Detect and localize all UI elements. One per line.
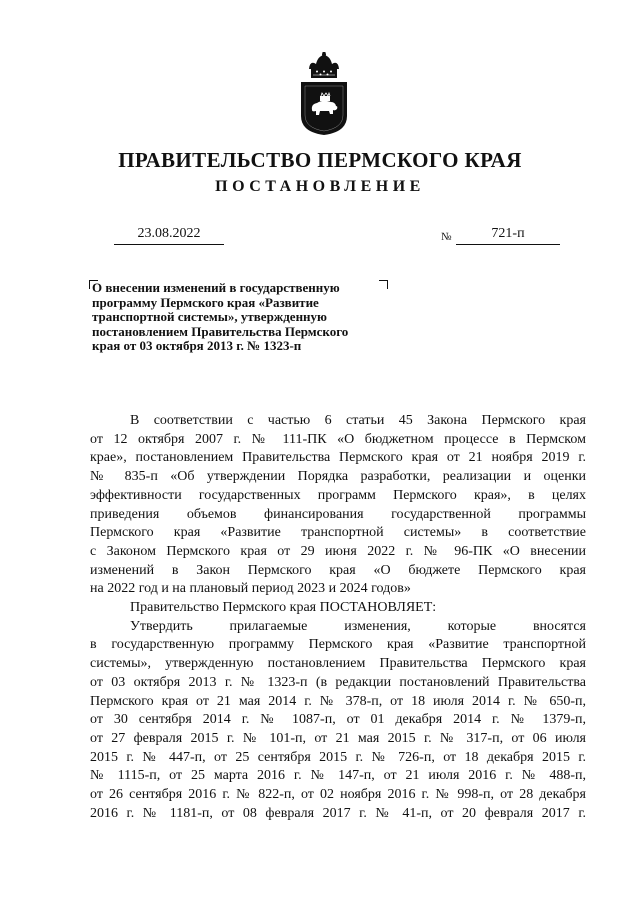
body-line: от 27 февраля 2015 г. № 101-п, от 21 мая 2015 г. № 317-п, от 06 июля: [90, 730, 586, 746]
document-number: 721-п: [456, 226, 560, 245]
body-line: от 30 сентября 2014 г. № 1087-п, от 01 декабря 2014 г. № 1379-п,: [90, 712, 586, 728]
body-line: изменений в Закон Пермского края «О бюджете Пермского края: [90, 562, 586, 578]
organization-title: ПРАВИТЕЛЬСТВО ПЕРМСКОГО КРАЯ: [118, 148, 522, 172]
body-line: эффективности государственных программ Пермского края», в целях: [90, 487, 586, 503]
body-line: 2016 г. № 1181-п, от 08 февраля 2017 г. № 41-п, от 20 февраля 2017 г.: [90, 805, 586, 821]
paragraph-resolves: [90, 599, 586, 618]
crown-icon: [309, 52, 339, 78]
body-line: Пермского края «Развитие транспортной системы» в соответствие: [90, 525, 586, 541]
heading-line: программу Пермского края «Развитие: [92, 294, 319, 310]
document-type: ПОСТАНОВЛЕНИЕ: [215, 178, 425, 195]
body-line: В соответствии с частью 6 статьи 45 Закона Пермского края: [130, 413, 586, 428]
body-line: приведения объемов финансирования государственной программы: [90, 506, 586, 522]
body-line: № 835-п «Об утверждении Порядка разработки, реализации и оценки: [90, 469, 586, 485]
heading-line: О внесении изменений в государственную: [92, 280, 340, 295]
document-body: [90, 412, 586, 823]
body-line: крае», постановлением Правительства Пермского края от 21 ноября 2019 г.: [90, 450, 586, 466]
paragraph-approve: [90, 618, 586, 824]
body-line: от 12 октября 2007 г. № 111-ПК «О бюджетном процессе в Пермском: [90, 431, 586, 447]
heading-line: края от 03 октября 2013 г. № 1323-п: [92, 338, 302, 353]
body-line: Правительство Пермского края ПОСТАНОВЛЯЕТ:: [130, 600, 437, 616]
number-sign: №: [441, 231, 452, 243]
coat-of-arms-emblem: [298, 52, 350, 136]
document-heading: [92, 281, 412, 354]
body-line: системы», утвержденную постановлением Правительства Пермского края: [90, 656, 586, 672]
heading-line: транспортной системы», утвержденную: [92, 309, 327, 324]
document-date: 23.08.2022: [114, 226, 224, 245]
paragraph-preamble: [90, 412, 586, 599]
body-line: 2015 г. № 447-п, от 25 сентября 2015 г. № 726-п, от 18 декабря 2015 г.: [90, 749, 586, 765]
body-line: с Законом Пермского края от 29 июня 2022 г. № 96-ПК «О внесении: [90, 543, 586, 559]
body-line: № 1115-п, от 25 марта 2016 г. № 147-п, от 21 июля 2016 г. № 488-п,: [90, 768, 586, 784]
heading-line: постановлением Правительства Пермского: [92, 323, 349, 339]
body-line: от 03 октября 2013 г. № 1323-п (в редакции постановлений Правительства: [90, 674, 586, 690]
body-line: в государственную программу Пермского края «Развитие транспортной: [90, 637, 586, 653]
body-line: Пермского края от 21 мая 2014 г. № 378-п, от 18 июля 2014 г. № 650-п,: [90, 693, 586, 709]
body-line: от 26 сентября 2016 г. № 822-п, от 02 ноября 2016 г. № 998-п, от 28 декабря: [90, 787, 586, 803]
body-line: на 2022 год и на плановый период 2023 и 2024 годов»: [90, 581, 411, 597]
body-line: Утвердить прилагаемые изменения, которые вносятся: [130, 618, 586, 634]
